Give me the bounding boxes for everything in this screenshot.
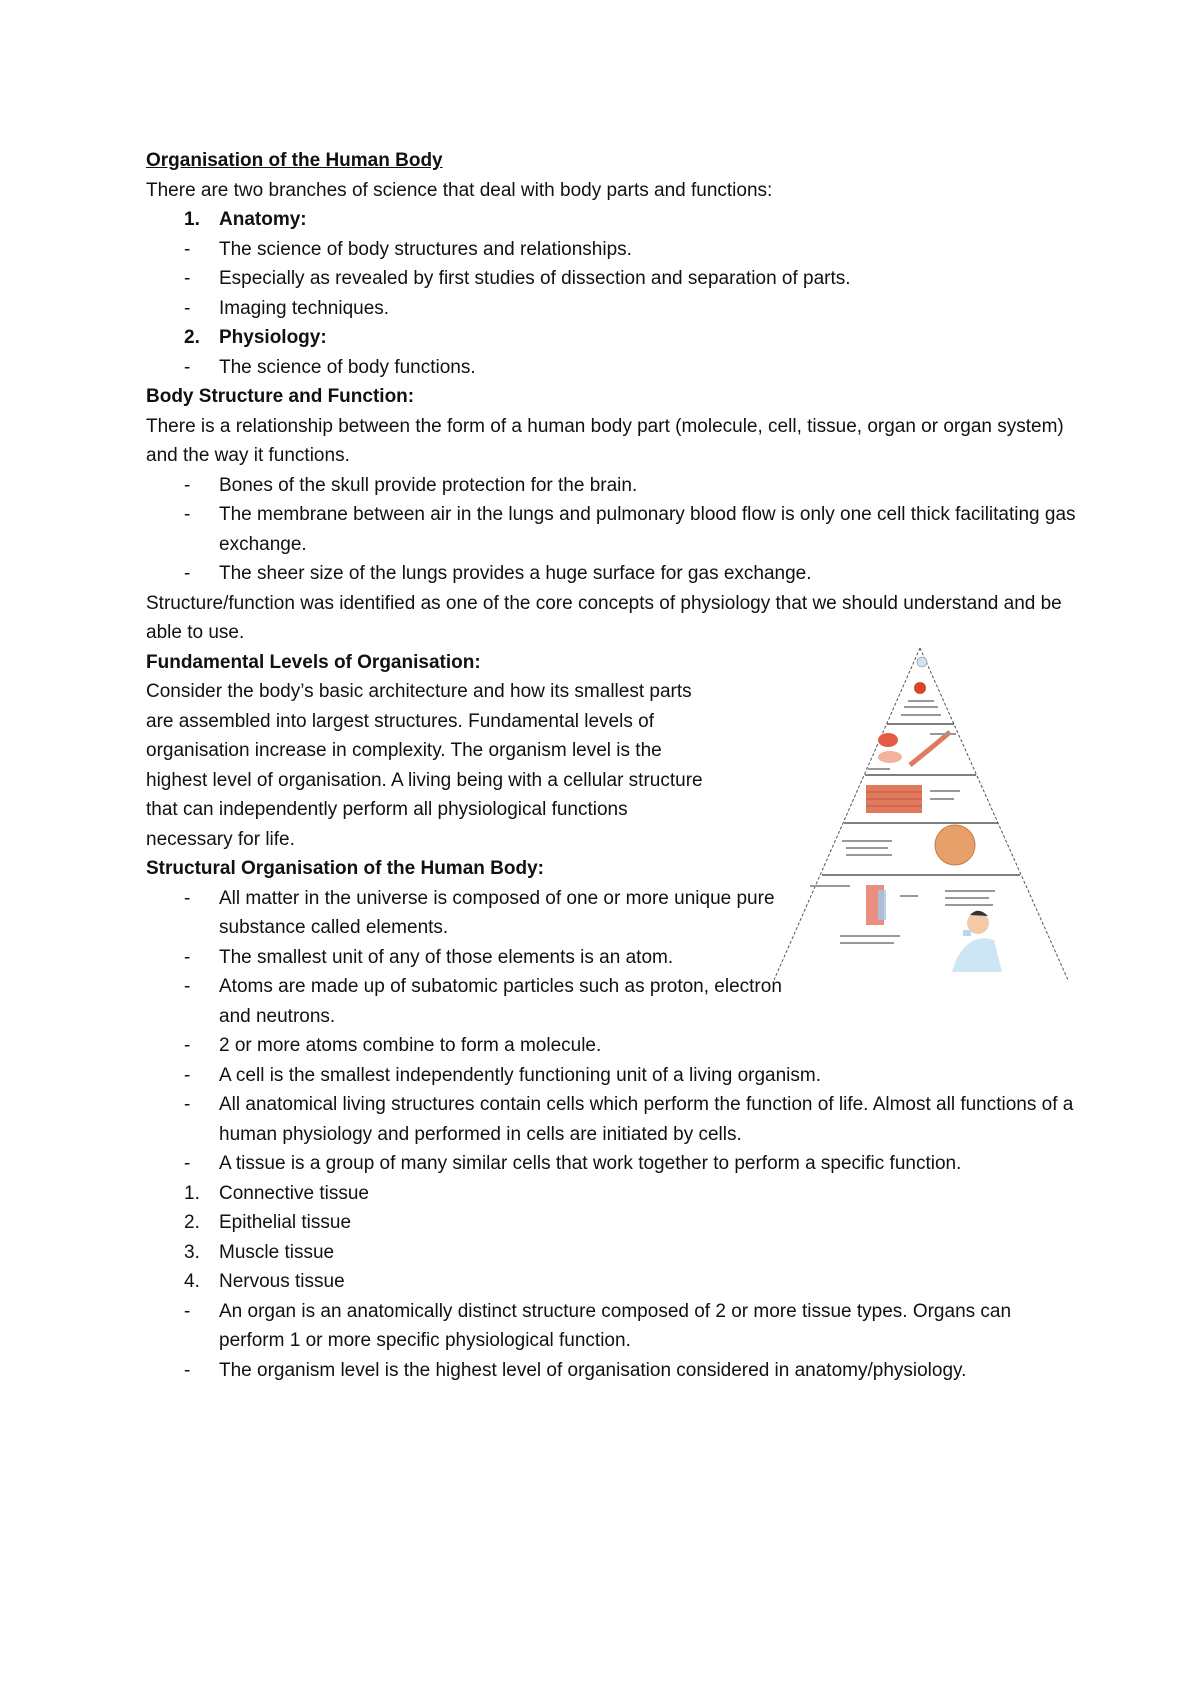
list-item [146,235,1076,265]
caption-line [846,854,892,856]
pyramid-levels-of-organisation-icon [770,640,1070,985]
anatomy-label: Anatomy: [219,209,307,230]
caption-line [945,904,993,906]
bullet-dash: - [184,1359,191,1381]
list-number: 3. [184,1241,200,1263]
atom-icon [917,657,927,667]
list-item [146,1090,1076,1149]
list-item [146,1031,1076,1061]
tissue-item [146,1267,1076,1297]
caption-line [930,733,956,735]
tissue-label: Connective tissue [219,1182,369,1204]
list-item [146,1149,1076,1179]
list-item [146,943,786,973]
pyramid-figure [770,640,1070,985]
organ-system-icon [878,890,886,920]
structural-organisation-heading: Structural Organisation of the Human Body: [146,858,544,879]
list-number: 1. [184,1182,200,1204]
structural-point: 2 or more atoms combine to form a molecule. [219,1035,602,1056]
fundamental-levels-heading: Fundamental Levels of Organisation: [146,651,481,673]
caption-line [901,714,941,716]
structure-function-heading: Body Structure and Function: [146,386,415,407]
pyramid-left-edge [774,648,920,980]
intro-text: There are two branches of science that deal with body parts and functions: [146,179,773,201]
caption-line [842,840,892,842]
organ-icon [935,825,975,865]
caption-line [908,700,934,702]
structural-point: All anatomical living structures contain cells which perform the function of life. Almost all functions of a human physiology and performed in cells are initiated by cells. [219,1094,1074,1145]
caption-line [810,885,850,887]
physiology-point: The science of body functions. [219,356,476,378]
tissue-label: Muscle tissue [219,1241,335,1263]
structural-point: An organ is an anatomically distinct structure composed of 2 or more tissue types. Organs can perform 1 or more specific physiological function. [219,1300,1012,1351]
list-item [146,500,1076,559]
caption-line [868,768,890,770]
tissue-item [146,1208,1076,1238]
caption-line [846,847,888,849]
bullet-dash: - [184,238,191,260]
cell-icon [878,733,898,747]
tissue-label: Nervous tissue [219,1271,345,1292]
structure-point: The sheer size of the lungs provides a huge surface for gas exchange. [219,563,812,584]
tissue-item [146,1238,1076,1268]
caption-line [930,798,954,800]
pyramid-right-edge [920,648,1068,980]
fundamental-paragraph-line: that can independently perform all physiological functions [146,799,628,820]
inhaler-icon [963,930,971,936]
narrow-list [146,884,786,1032]
structure-function-closing: Structure/function was identified as one of the core concepts of physiology that we should understand and be able to use. [146,592,1062,643]
list-item [146,294,1076,324]
anatomy-point: Imaging techniques. [219,297,390,319]
physiology-label: Physiology: [219,327,327,348]
structure-function-paragraph: There is a relationship between the form of a human body part (molecule, cell, tissue, organ or organ system) and the way it functions. [146,415,1064,466]
cell-icon [878,751,902,763]
structural-point: Atoms are made up of subatomic particles such as proton, electron and neutrons. [219,976,782,1027]
structural-point: All matter in the universe is composed of one or more unique pure substance called elements. [219,887,775,938]
list-item [146,559,1076,589]
anatomy-heading [146,205,1076,235]
bullet-dash: - [184,1094,191,1115]
caption-line [904,706,938,708]
bullet-dash: - [184,563,191,584]
caption-line [945,897,989,899]
structural-point: A tissue is a group of many similar cells that work together to perform a specific function. [219,1153,962,1174]
bullet-dash: - [184,887,191,909]
fundamental-paragraph-line: highest level of organisation. A living being with a cellular structure [146,769,703,791]
anatomy-point: Especially as revealed by first studies of dissection and separation of parts. [219,268,851,289]
bullet-dash: - [184,474,191,496]
caption-line [900,895,918,897]
list-number: 1. [184,209,200,230]
bullet-dash: - [184,268,191,289]
bullet-dash: - [184,1153,191,1174]
list-item [146,1061,1076,1091]
list-item [146,1297,1076,1356]
bullet-dash: - [184,1300,191,1322]
list-number: 2. [184,327,200,348]
structural-point: A cell is the smallest independently functioning unit of a living organism. [219,1064,822,1086]
fundamental-paragraph-line: are assembled into largest structures. Fundamental levels of [146,710,654,732]
list-item [146,264,1076,294]
caption-line [930,790,960,792]
structural-point: The smallest unit of any of those elements is an atom. [219,946,674,968]
caption-line [840,942,894,944]
tissue-item [146,1179,1076,1209]
list-number: 2. [184,1212,200,1233]
structural-point: The organism level is the highest level of organisation considered in anatomy/physiology. [219,1359,967,1381]
physiology-heading [146,323,1076,353]
caption-line [945,890,995,892]
list-item [146,471,1076,501]
list-number: 4. [184,1271,200,1292]
list-item [146,353,1076,383]
structure-point: The membrane between air in the lungs and pulmonary blood flow is only one cell thick facilitating gas exchange. [219,504,1076,555]
bullet-dash: - [184,946,191,968]
bullet-dash: - [184,1064,191,1086]
anatomy-point: The science of body structures and relationships. [219,238,632,260]
bullet-dash: - [184,976,191,997]
list-item [146,1356,1076,1386]
fundamental-paragraph-line: necessary for life. [146,828,295,850]
bullet-dash: - [184,356,191,378]
list-item [146,884,786,943]
bullet-dash: - [184,504,191,525]
caption-line [840,935,900,937]
cell-icon [914,682,926,694]
fundamental-paragraph-line: Consider the body’s basic architecture and how its smallest parts [146,681,692,702]
document-title: Organisation of the Human Body [146,150,443,171]
muscle-fiber-icon [910,732,950,765]
person-body-icon [952,938,1002,972]
structure-point: Bones of the skull provide protection for the brain. [219,474,638,496]
tissue-label: Epithelial tissue [219,1212,352,1233]
fundamental-paragraph-line: organisation increase in complexity. The organism level is the [146,740,662,761]
bullet-dash: - [184,1035,191,1056]
list-item [146,972,786,1031]
bullet-dash: - [184,297,191,319]
